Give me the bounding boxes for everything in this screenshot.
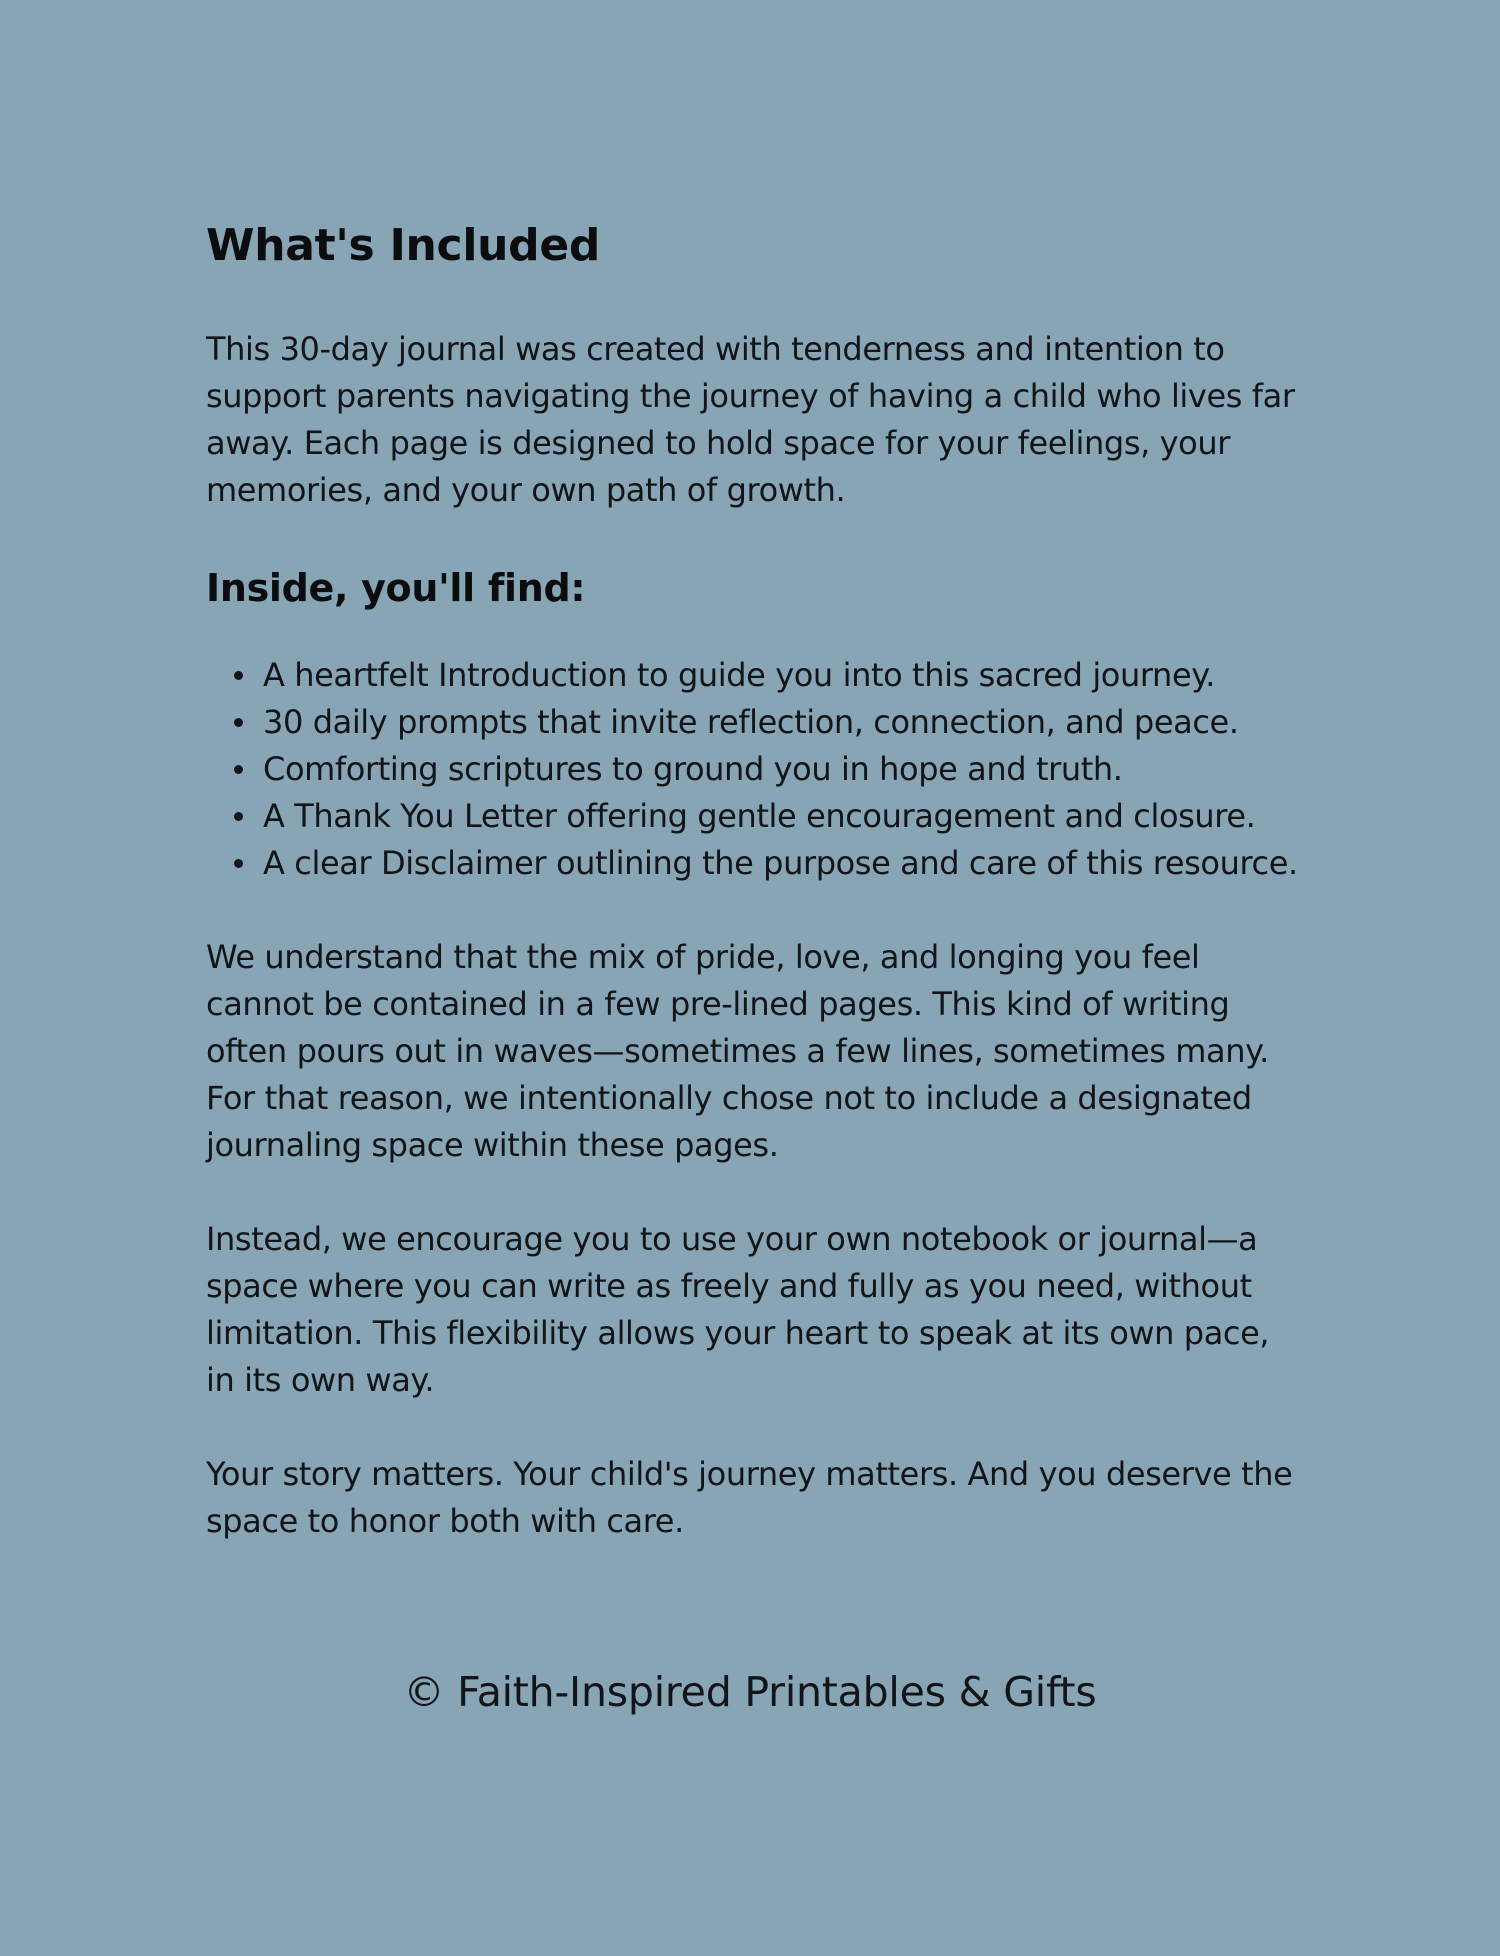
list-item-text: A Thank You Letter offering gentle encouragement and closure. [263,797,1256,835]
bullet-icon [234,859,243,868]
page-title: What's Included [206,220,601,271]
included-list [206,652,1306,887]
notebook-paragraph: Instead, we encourage you to use your own notebook or journal—a space where you can write as freely and fully as you need, without limitation. This flexibility allows your heart to speak at its own pace, in its own way. [206,1220,1270,1399]
closing-paragraph: Your story matters. Your child's journey matters. And you deserve the space to honor both with care. [206,1455,1293,1540]
document-body [206,216,1306,1545]
list-item-text: A clear Disclaimer outlining the purpose and care of this resource. [263,844,1298,882]
bullet-icon [234,671,243,680]
bullet-icon [234,812,243,821]
list-item [263,652,1306,699]
list-item [263,746,1306,793]
list-item [263,793,1306,840]
bullet-icon [234,765,243,774]
list-item-text: A heartfelt Introduction to guide you into this sacred journey. [263,656,1215,694]
journaling-paragraph: We understand that the mix of pride, love, and longing you feel cannot be contained in a few pre-lined pages. This kind of writing often pours out in waves—sometimes a few lines, sometimes many. For that reason, we intentionally chose not to include a designated journaling space within these pages. [206,938,1269,1164]
list-item [263,840,1306,887]
bullet-icon [234,718,243,727]
intro-paragraph: This 30-day journal was created with tenderness and intention to support parents navigating the journey of having a child who lives far away. Each page is designed to hold space for your feelings, your memories, and your own path of growth. [206,330,1295,509]
section-heading: Inside, you'll find: [206,566,586,610]
list-item-text: 30 daily prompts that invite reflection, connection, and peace. [263,703,1239,741]
list-item-text: Comforting scriptures to ground you in hope and truth. [263,750,1123,788]
list-item [263,699,1306,746]
copyright-footer: © Faith-Inspired Printables & Gifts [403,1668,1097,1716]
